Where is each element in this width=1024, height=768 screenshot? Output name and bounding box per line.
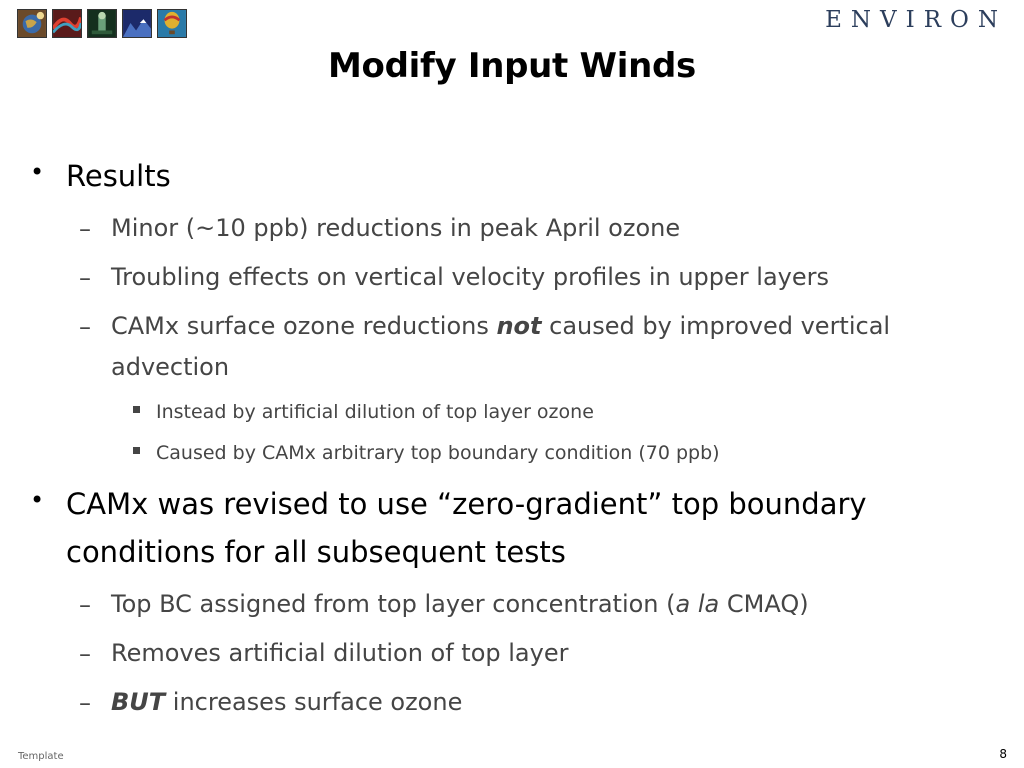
dash-marker: – (79, 591, 91, 619)
emphasis-not: not (496, 312, 542, 340)
square-bullet-marker (133, 447, 140, 454)
sub-bullet-minor-reductions: Minor (~10 ppb) reductions in peak April ozone (111, 214, 681, 242)
dash-marker: – (79, 215, 91, 243)
ribbon-thumbnail (52, 9, 82, 38)
dash-marker: – (79, 640, 91, 668)
sub-bullet-surface-ozone: CAMx surface ozone reductions not caused by improved vertical advection (111, 312, 891, 381)
bullet-results: Results (66, 159, 171, 193)
bullet-marker: • (30, 158, 45, 186)
dash-marker: – (79, 264, 91, 292)
mountains-thumbnail (122, 9, 152, 38)
sub-sub-bullet-dilution: Instead by artificial dilution of top layer ozone (156, 401, 594, 423)
slide-title: Modify Input Winds (327, 46, 696, 86)
dash-marker: – (79, 313, 91, 341)
figure-thumbnail (87, 9, 117, 38)
balloon-thumbnail (157, 9, 187, 38)
bullet-zero-gradient: CAMx was revised to use “zero-gradient” top boundary conditions for all subsequent tests (66, 487, 867, 569)
emphasis-but: BUT (111, 688, 166, 716)
page-number: 8 (999, 747, 1007, 761)
globe-thumbnail (17, 9, 47, 38)
sub-bullet-top-bc: Top BC assigned from top layer concentration (a la CMAQ) (111, 590, 809, 618)
sub-bullet-but-increases: BUT increases surface ozone (111, 688, 463, 716)
sub-sub-bullet-boundary: Caused by CAMx arbitrary top boundary condition (70 ppb) (156, 442, 720, 464)
square-bullet-marker (133, 406, 140, 413)
dash-marker: – (79, 689, 91, 717)
sub-bullet-troubling-effects: Troubling effects on vertical velocity profiles in upper layers (111, 263, 829, 291)
environ-logo: ENVIRON (825, 7, 1007, 33)
emphasis-a-la: a la (675, 590, 720, 618)
header-thumbnails (17, 9, 187, 38)
footer-template-label: Template (18, 751, 64, 762)
bullet-marker: • (30, 486, 45, 514)
sub-bullet-removes-dilution: Removes artificial dilution of top layer (111, 639, 569, 667)
